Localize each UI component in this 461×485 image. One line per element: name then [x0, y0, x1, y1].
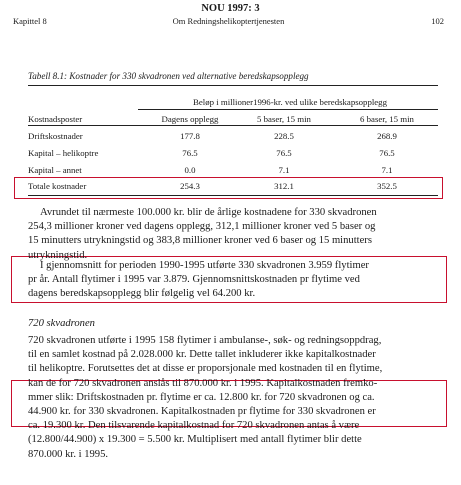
text-line: Avrundet til nærmeste 100.000 kr. blir de årlige kostnadene for 330 skvadronen [40, 207, 377, 218]
table-caption: Tabell 8.1: Kostnader for 330 skvadronen ved alternative beredskapsopplegg [28, 71, 309, 81]
text-line: 44.900 kr. for 330 skvadronen. Kapitalkostnaden pr flytime for 330 skvadronen er [28, 405, 376, 417]
table-cell: 76.5 [276, 148, 292, 158]
group-header-rule [138, 109, 438, 110]
text-line: I gjennomsnitt for perioden 1990-1995 utførte 330 skvadronen 3.959 flytimer [40, 260, 369, 271]
row-label-total: Totale kostnader [28, 181, 87, 191]
text-line: 254,3 millioner kroner ved dagens opplegg, 312,1 millioner kroner ved 5 baser og [28, 221, 376, 233]
chapter-label: Kapittel 8 [13, 16, 47, 26]
table-cell: 352.5 [377, 181, 397, 191]
column-header-rule [28, 125, 438, 126]
text-line: ca. 19.300 kr. Den tilsvarende kapitalkostnad for 720 skvadronen antas å være [28, 420, 360, 432]
table-cell: 228.5 [274, 131, 294, 141]
row-label-capital-other: Kapital – annet [28, 165, 82, 175]
table-cell: 268.9 [377, 131, 397, 141]
row-label-capital-helicopters: Kapital – helikoptre [28, 148, 99, 158]
table-cell: 0.0 [184, 165, 196, 175]
table-cell: 7.1 [381, 165, 393, 175]
table-cell: 7.1 [278, 165, 290, 175]
row-label-operating: Driftskostnader [28, 131, 83, 141]
text-line: til en samlet kostnad på 2.028.000 kr. Dette tallet inkluderer ikke kapitalkostnader [28, 349, 376, 361]
paragraph-720-squadron [28, 334, 441, 462]
page-number: 102 [431, 16, 444, 26]
text-line: kan de for 720 skvadronen anslås til 870.000 kr. i 1995. Kapitalkostnaden fremko- [28, 377, 378, 389]
text-line: til helikoptre. Forutsettes det at disse er proporsjonale med kostnaden til en flytime, [28, 363, 383, 375]
text-line: 720 skvadronen utførte i 1995 158 flytimer i ambulanse-, søk- og redningsoppdrag, [28, 335, 382, 346]
text-line: 15 minutters utrykningstid og 383,8 millioner kroner ved 6 baser og 15 minutters [28, 235, 372, 247]
paragraph-flight-hours [28, 259, 441, 302]
text-line: utrykningstid. [28, 249, 88, 261]
table-cell: 76.5 [379, 148, 395, 158]
table-cell: 76.5 [182, 148, 198, 158]
text-line: dagens beredskapsopplegg blir følgelig vel 64.200 kr. [28, 288, 256, 300]
column-header-current: Dagens opplegg [161, 114, 219, 124]
table-cell: 177.8 [180, 131, 200, 141]
table-cell: 254.3 [180, 181, 200, 191]
publication-title: NOU 1997: 3 [201, 3, 260, 14]
text-line: 870.000 kr. i 1995. [28, 448, 109, 460]
paragraph-annual-costs [28, 206, 441, 263]
column-header-6-bases: 6 baser, 15 min [360, 114, 414, 124]
column-header-items: Kostnadsposter [28, 114, 83, 124]
group-header: Beløp i millioner1996-kr. ved ulike beredskapsopplegg [193, 97, 387, 107]
text-line: (12.800/44.900) x 19.300 = 5.500 kr. Multiplisert med antall flytimer blir dette [28, 434, 362, 446]
column-header-5-bases: 5 baser, 15 min [257, 114, 311, 124]
table-cell: 312.1 [274, 181, 294, 191]
text-line: mmer slik: Driftskostnaden pr. flytime er ca. 12.800 kr. for 720 skvadronen og ca. [28, 391, 375, 403]
chapter-title: Om Redningshelikoptertjenesten [172, 16, 285, 26]
section-heading: 720 skvadronen [28, 318, 95, 329]
table-top-rule [28, 85, 438, 86]
total-row-highlight [14, 177, 443, 199]
text-line: pr år. Antall flytimer i 1995 var 3.879. Gjennomsnittskostnaden pr flytime ved [28, 274, 360, 286]
